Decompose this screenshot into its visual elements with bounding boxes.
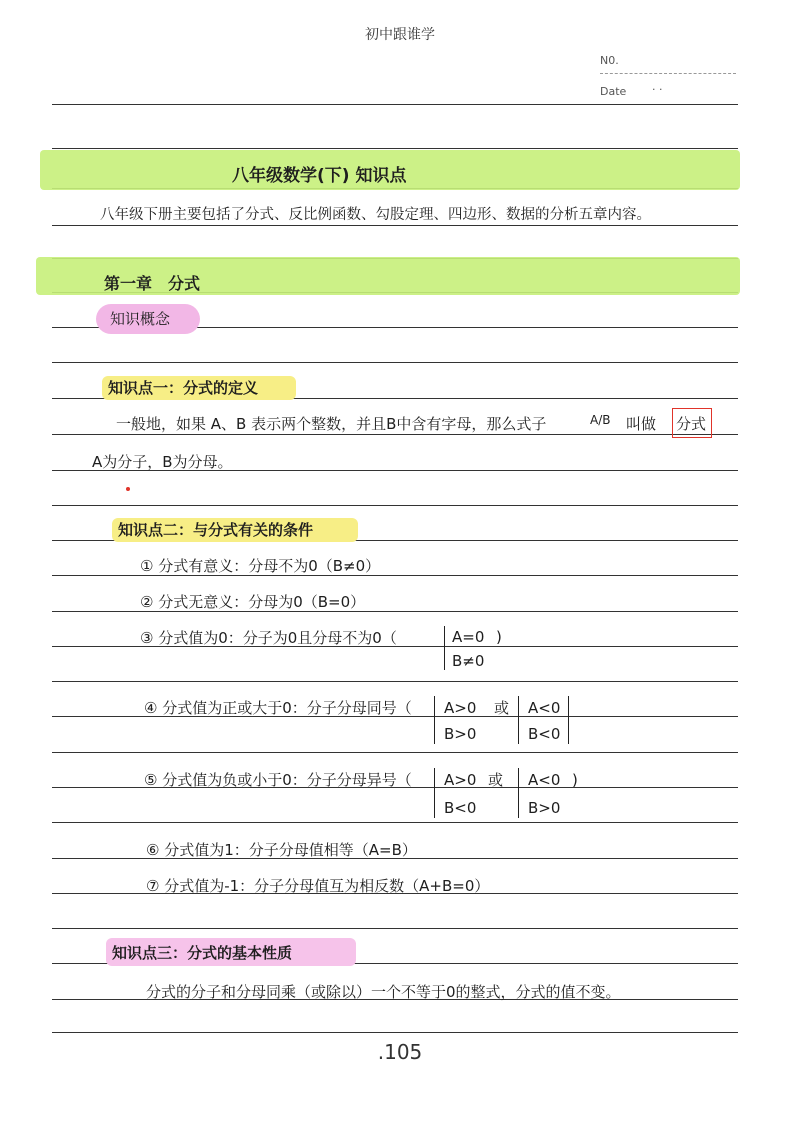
condition-4-b2: B<0: [528, 725, 561, 743]
number-label: N0.: [600, 54, 619, 67]
concept-tag: 知识概念: [110, 310, 171, 328]
condition-5-b1: B<0: [444, 799, 477, 817]
date-label: Date: [600, 85, 627, 98]
kp1-term: 分式: [676, 415, 707, 433]
page-header: 初中跟谁学: [365, 27, 435, 43]
kp2-heading: 知识点二：与分式有关的条件: [118, 521, 314, 539]
page-number: .105: [377, 1040, 423, 1064]
kp1-line2: A为分子，B为分母。: [92, 453, 233, 471]
brace: [434, 768, 435, 818]
kp1-heading: 知识点一：分式的定义: [108, 379, 259, 397]
condition-4: ④ 分式值为正或大于0：分子分母同号（: [144, 699, 412, 717]
brace: [444, 626, 445, 670]
condition-1: ① 分式有意义：分母不为0（B≠0）: [140, 557, 381, 575]
page-title: 八年级数学(下) 知识点: [232, 166, 407, 186]
condition-4-a1: A>0: [444, 699, 477, 717]
kp1-definition: 一般地，如果 A、B 表示两个整数，并且B中含有字母，那么式子: [116, 415, 547, 433]
condition-2: ② 分式无意义：分母为0（B=0）: [140, 593, 366, 611]
condition-5: ⑤ 分式值为负或小于0：分子分母异号（: [144, 771, 412, 789]
intro-text: 八年级下册主要包括了分式、反比例函数、勾股定理、四边形、数据的分析五章内容。: [100, 207, 651, 223]
condition-3-b: B≠0: [452, 652, 485, 670]
kp3-heading: 知识点三：分式的基本性质: [112, 944, 293, 962]
condition-5-a1: A>0: [444, 771, 477, 789]
brace: [518, 696, 519, 744]
number-line: [600, 73, 736, 74]
condition-5-close: ): [572, 771, 578, 789]
condition-4-or: 或: [494, 699, 510, 717]
condition-4-b1: B>0: [444, 725, 477, 743]
condition-5-or: 或: [488, 771, 504, 789]
condition-7: ⑦ 分式值为-1：分子分母值互为相反数（A+B=0）: [146, 877, 490, 895]
brace: [518, 768, 519, 818]
condition-5-a2: A<0: [528, 771, 561, 789]
brace: [562, 696, 569, 744]
brace: [434, 696, 435, 744]
condition-4-a2: A<0: [528, 699, 561, 717]
kp3-text: 分式的分子和分母同乘（或除以）一个不等于0的整式，分式的值不变。: [146, 983, 621, 1001]
condition-3-a: A=0: [452, 628, 485, 646]
condition-6: ⑥ 分式值为1：分子分母值相等（A=B）: [146, 841, 417, 859]
date-dots: · ·: [652, 83, 663, 96]
red-mark: [126, 487, 130, 491]
chapter-title: 第一章 分式: [104, 274, 201, 293]
condition-5-b2: B>0: [528, 799, 561, 817]
condition-3: ③ 分式值为0：分子为0且分母不为0（: [140, 629, 397, 647]
condition-3-close: ): [496, 628, 502, 646]
kp1-called: 叫做: [626, 415, 657, 433]
kp1-fraction: A/B: [590, 413, 611, 427]
